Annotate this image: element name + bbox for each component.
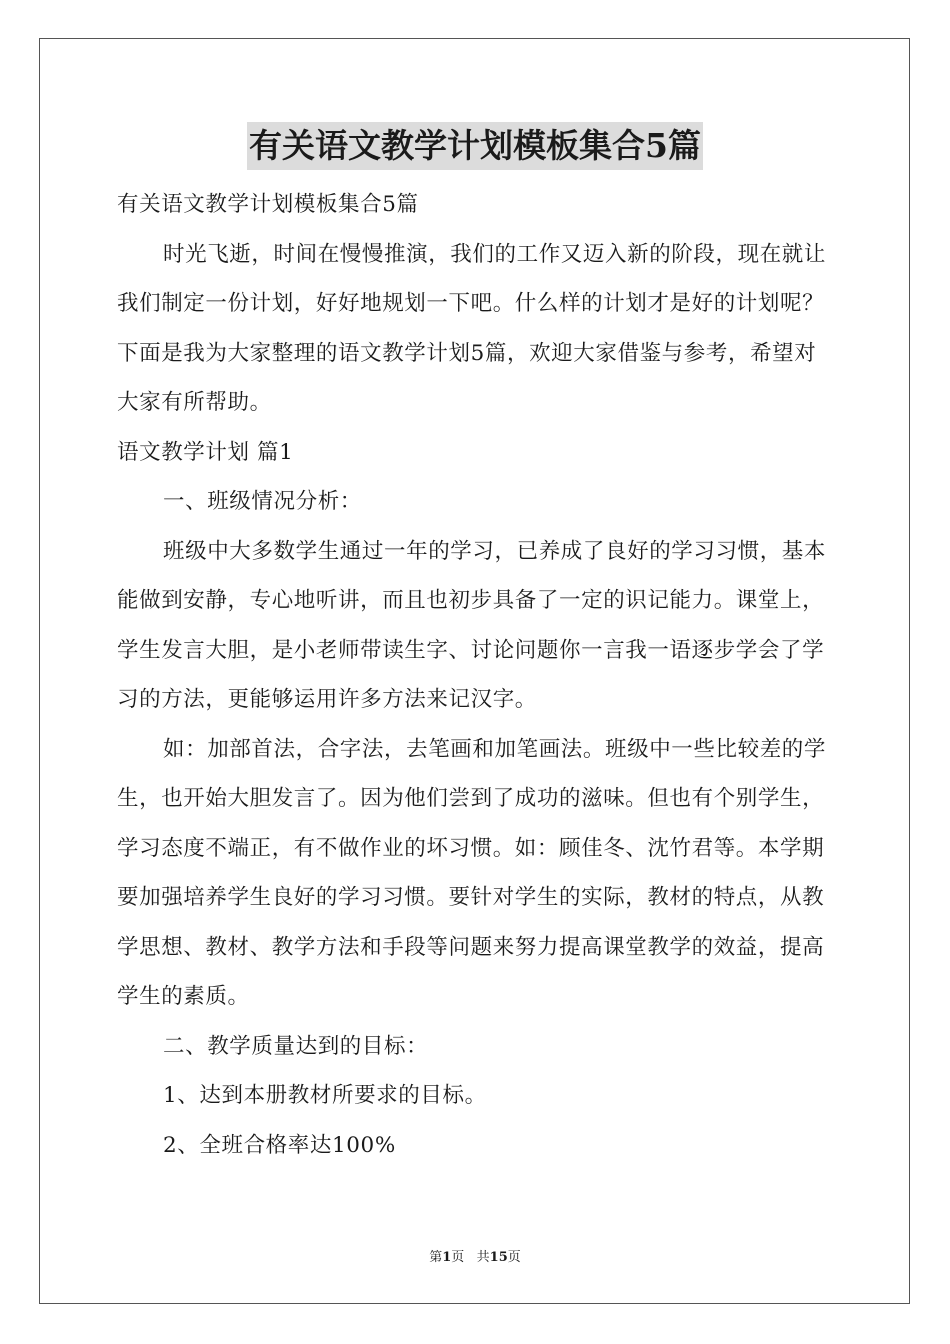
footer-prefix: 第 xyxy=(429,1250,443,1265)
class-analysis-paragraph: 班级中大多数学生通过一年的学习，已养成了良好的学习习惯，基本能做到安静，专心地听讲，而且也初步具备了一定的识记能力。课堂上，学生发言大胆，是小老师带读生字、讨论问题你一言我一语逐步学会了学习的方法，更能够运用许多方法来记汉字。 xyxy=(117,538,827,712)
heading-quality-goals: 二、教学质量达到的目标： xyxy=(163,1033,429,1059)
methods-paragraph: 如：加部首法，合字法，去笔画和加笔画法。班级中一些比较差的学生，也开始大胆发言了。因为他们尝到了成功的滋味。但也有个别学生，学习态度不端正，有不做作业的坏习惯。如：顾佳冬、沈竹君等。本学期要加强培养学生良好的学习习惯。要针对学生的实际，教材的特点，从教学思想、教材、教学方法和手段等问题来努力提高课堂教学的效益，提高学生的素质。 xyxy=(117,736,827,1009)
title-wrap xyxy=(0,122,950,170)
footer-suffix: 页 xyxy=(507,1250,521,1265)
document-subtitle: 有关语文教学计划模板集合5篇 xyxy=(117,192,419,217)
footer-mid: 页 共 xyxy=(451,1250,490,1265)
heading-class-analysis: 一、班级情况分析： xyxy=(163,489,362,514)
goal-item-2: 2、全班合格率达100% xyxy=(163,1132,396,1158)
footer-current-page: 1 xyxy=(442,1250,452,1265)
document-title: 有关语文教学计划模板集合5篇 xyxy=(247,122,703,170)
page-footer xyxy=(0,1248,950,1268)
section-heading-plan-1: 语文教学计划 篇1 xyxy=(117,439,294,465)
footer-total-pages: 15 xyxy=(489,1250,508,1265)
document-body xyxy=(117,180,833,1170)
intro-paragraph: 时光飞逝，时间在慢慢推演，我们的工作又迈入新的阶段，现在就让我们制定一份计划，好好地规划一下吧。什么样的计划才是好的计划呢？下面是我为大家整理的语文教学计划5篇，欢迎大家借鉴与参考，希望对大家有所帮助。 xyxy=(117,241,827,415)
goal-item-1: 1、达到本册教材所要求的目标。 xyxy=(163,1083,487,1108)
